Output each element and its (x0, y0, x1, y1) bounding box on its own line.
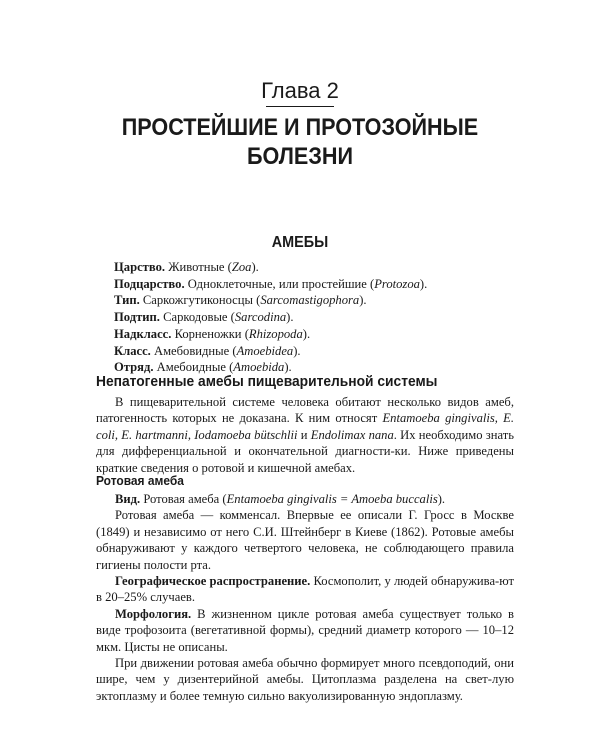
taxonomy-rank: Тип. (114, 293, 140, 308)
morphology-paragraph (96, 606, 514, 655)
section-subheading: Непатогенные амебы пищеварительной системы (96, 373, 438, 390)
taxonomy-text: ). (284, 360, 292, 375)
chapter-rule (266, 106, 334, 107)
intro-paragraph-block (96, 394, 514, 476)
taxonomy-text: ). (302, 326, 311, 341)
chapter-title (30, 113, 570, 171)
taxonomy-item (114, 343, 514, 360)
taxonomy-text: Одноклеточные, или простейшие ( (184, 276, 375, 291)
species-label: Вид. (115, 492, 141, 506)
taxonomy-item (114, 292, 514, 309)
species-latin: Entamoeba gingivalis = Amoeba buccalis (226, 492, 438, 506)
taxonomy-rank: Подтип. (114, 310, 160, 325)
taxonomy-text: ). (419, 276, 428, 291)
taxonomy-text: ). (251, 260, 259, 274)
taxonomy-latin: Rhizopoda (248, 326, 303, 341)
taxonomy-rank: Царство. (114, 260, 166, 274)
taxonomy-text: Амебовидные ( (150, 343, 237, 358)
body-text: В жизненном цикле ротовая амеба существует только в виде трофозоита (вегетативной формы), средний диаметр которого — 10–12 мкм. Цисты не описаны. (96, 606, 514, 654)
taxonomy-latin: Zoa (231, 260, 252, 274)
chapter-title-line-1: ПРОСТЕЙШИЕ И ПРОТОЗОЙНЫЕ (121, 114, 479, 141)
body-text: Космополит, у людей обнаружива-ют в 20–25% случаев. (96, 574, 514, 605)
taxonomy-latin: Protozoa (374, 276, 420, 291)
taxonomy-text: Саркодовые ( (159, 310, 235, 325)
taxonomy-rank: Надкласс. (114, 326, 172, 341)
movement-paragraph: При движении ротовая амеба обычно формирует много псевдоподий, они шире, чем у дизентерийной амебы. Цитоплазма разделена на свет-лую эктоплазму и более темную сильно вакуолизированную эндоплазму. (96, 656, 514, 703)
species-names: Entamoeba gingivalis, E. coli, E. hartmanni, Iodamoeba bütschlii (96, 411, 514, 442)
taxonomy-rank: Отряд. (114, 360, 154, 375)
body-text: . Их необходимо знать для дифференциальной и окончательной диагности-ки. Ниже приведены краткие сведения о ротовой и кишечной амебах. (96, 427, 514, 475)
section-title: АМЕБЫ (271, 234, 329, 251)
geography-paragraph (96, 573, 514, 606)
taxonomy-text: Животные ( (165, 260, 232, 274)
oral-amoeba-heading: Ротовая амеба (96, 474, 184, 488)
taxonomy-text: Саркожгутиконосцы ( (139, 293, 261, 308)
taxonomy-item (114, 309, 514, 326)
taxonomy-list (114, 259, 514, 376)
taxonomy-text: Амебоидные ( (153, 360, 234, 375)
taxonomy-text: ). (286, 310, 294, 325)
taxonomy-item (114, 259, 514, 276)
taxonomy-item (114, 276, 514, 293)
taxonomy-latin: Amoebidea (236, 343, 294, 358)
taxonomy-text: ). (359, 293, 367, 308)
body-text: В пищеварительной системе человека обитают несколько видов амеб, патогенность которых не доказана. К ним относят (96, 395, 514, 426)
intro-paragraph (96, 394, 514, 476)
oral-amoeba-text (96, 491, 514, 704)
chapter-label: Глава 2 (261, 78, 339, 103)
taxonomy-text: ). (293, 343, 301, 358)
taxonomy-item (114, 326, 514, 343)
species-paragraph (96, 491, 514, 507)
taxonomy-rank: Подцарство. (114, 276, 185, 291)
body-text: ). (437, 492, 446, 506)
taxonomy-rank: Класс. (114, 343, 151, 358)
body-text: и (297, 427, 311, 442)
taxonomy-latin: Sarcodina (234, 310, 287, 325)
commensal-paragraph: Ротовая амеба — комменсал. Впервые ее описали Г. Гросс в Москве (1849) и независимо от него С.И. Штейнберг в Киеве (1862). Ротовые амебы обнаруживают у каждого четвертого человека, не соблюдающего правила гигиены полости рта. (96, 508, 514, 572)
taxonomy-text: Корненожки ( (171, 326, 249, 341)
geography-label: Географическое распространение. (115, 574, 311, 589)
morphology-label: Морфология. (115, 606, 192, 621)
body-text: Ротовая амеба ( (140, 492, 227, 506)
species-name: Endolimax nana (310, 427, 394, 442)
chapter-title-line-2: БОЛЕЗНИ (246, 143, 354, 170)
taxonomy-latin: Amoebida (233, 360, 285, 375)
taxonomy-latin: Sarcomastigophora (260, 293, 360, 308)
